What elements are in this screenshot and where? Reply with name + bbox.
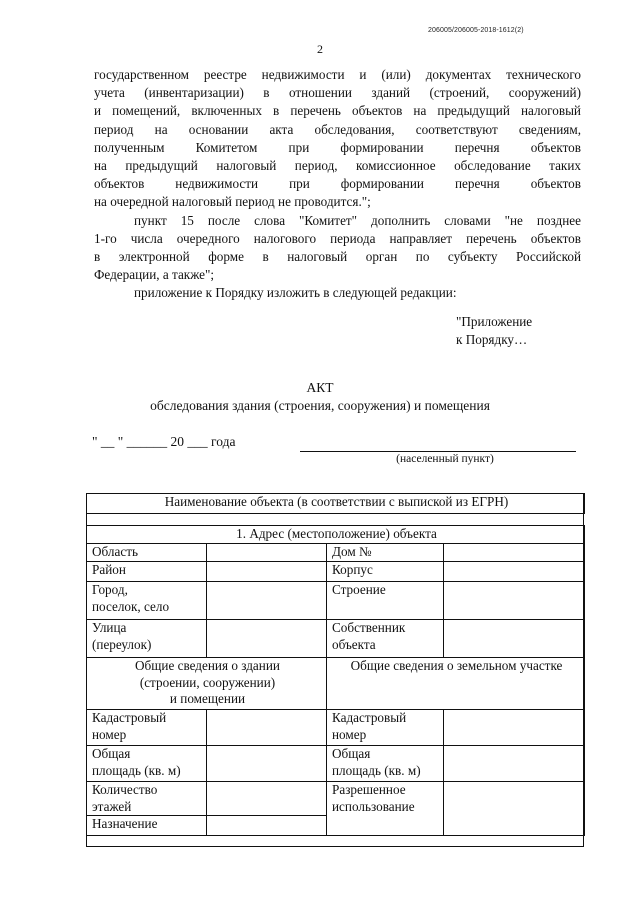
building-value: [444, 562, 585, 582]
city-line: поселок, село: [92, 598, 170, 614]
land-cadastral-line: Кадастровый: [332, 710, 407, 725]
document-id: 206005/206005-2018-1612(2): [428, 27, 524, 34]
object-name-header: Наименование объекта (в соответствии с выпиской из ЕГРН): [87, 494, 585, 514]
general-building-line: Общие сведения о здании: [135, 658, 280, 673]
survey-table: [86, 493, 585, 836]
area-line: площадь (кв. м): [92, 762, 181, 778]
district-label: Район: [87, 562, 207, 582]
purpose-label: Назначение: [87, 816, 207, 836]
cadastral-line: Кадастровый: [92, 710, 167, 725]
paragraph-line: учета (инвентаризации) в отношении зданий (строений, сооружений): [94, 85, 581, 101]
cadastral-value: [207, 710, 327, 746]
spacer-row: [87, 514, 585, 526]
city-line: Город,: [92, 582, 128, 597]
date-line: " __ " ______ 20 ___ года: [92, 434, 236, 449]
house-label: Дом №: [327, 544, 444, 562]
structure-value: [444, 582, 585, 620]
place-caption: (населенный пункт): [396, 453, 494, 465]
cadastral-label: [87, 710, 207, 746]
paragraph-line: 1-го числа очередного налогового периода направляет перечень объектов: [94, 230, 581, 246]
place-underline: [300, 451, 576, 452]
house-value: [444, 544, 585, 562]
land-cadastral-label: [327, 710, 444, 746]
floors-line: Количество: [92, 782, 158, 797]
region-label: Область: [87, 544, 207, 562]
paragraph-line: на очередной налоговый период не проводится.";: [94, 194, 371, 210]
act-subtitle: обследования здания (строения, сооружения) и помещения: [150, 398, 490, 413]
paragraph-line: в электронной форме в налоговый орган по субъекту Российской: [94, 249, 581, 265]
page-number: 2: [317, 42, 323, 56]
land-area-line: Общая: [332, 746, 371, 761]
region-value: [207, 544, 327, 562]
street-value: [207, 620, 327, 658]
land-area-line: площадь (кв. м): [332, 762, 421, 778]
paragraph-line: пункт 15 после слова "Комитет" дополнить словами "не позднее: [134, 212, 581, 228]
area-label: [87, 746, 207, 782]
purpose-value: [207, 816, 327, 836]
owner-line: объекта: [332, 636, 376, 652]
district-value: [207, 562, 327, 582]
building-label: Корпус: [327, 562, 444, 582]
street-line: Улица: [92, 620, 127, 635]
cadastral-line: номер: [92, 726, 127, 742]
land-cadastral-line: номер: [332, 726, 367, 742]
owner-line: Собственник: [332, 620, 406, 635]
appendix-line: к Порядку…: [456, 332, 528, 347]
paragraph-line: на предыдущий налоговый период, комиссионное обследование таких: [94, 158, 581, 174]
appendix-heading: [456, 313, 532, 349]
owner-label: [327, 620, 444, 658]
paragraph-line: приложение к Порядку изложить в следующей редакции:: [134, 285, 457, 301]
general-building-line: (строении, сооружении): [139, 674, 276, 690]
owner-value: [444, 620, 585, 658]
floors-label: [87, 782, 207, 816]
area-line: Общая: [92, 746, 131, 761]
address-header: 1. Адрес (местоположение) объекта: [87, 526, 585, 544]
permitted-use-value: [444, 782, 585, 836]
city-value: [207, 582, 327, 620]
paragraph-line: государственном реестре недвижимости и (или) документах технического: [94, 67, 581, 82]
paragraph-line: и помещений, включенных в перечень объектов на предыдущий налоговый: [94, 103, 581, 119]
appendix-line: "Приложение: [456, 314, 533, 329]
general-building-line: и помещении: [169, 691, 246, 706]
paragraph-line: Федерации, а также";: [94, 267, 215, 283]
paragraph-line: период на основании акта обследования, соответствуют сведениям,: [94, 121, 581, 137]
floors-value: [207, 782, 327, 816]
floors-line: этажей: [92, 798, 132, 814]
land-cadastral-value: [444, 710, 585, 746]
paragraph-line: полученным Комитетом при формировании перечня объектов: [94, 139, 581, 155]
street-line: (переулок): [92, 636, 152, 652]
land-area-label: [327, 746, 444, 782]
act-title: АКТ: [306, 380, 334, 395]
paragraph-line: объектов недвижимости при формировании перечня объектов: [94, 176, 581, 192]
permitted-use-label: [327, 782, 444, 836]
general-building-header: [87, 658, 327, 710]
general-land-header: Общие сведения о земельном участке: [327, 658, 585, 710]
city-label: [87, 582, 207, 620]
area-value: [207, 746, 327, 782]
land-area-value: [444, 746, 585, 782]
structure-label: Строение: [327, 582, 444, 620]
permitted-use-line: использование: [332, 798, 415, 814]
document-body: [94, 66, 581, 303]
permitted-use-line: Разрешенное: [332, 782, 406, 797]
street-label: [87, 620, 207, 658]
